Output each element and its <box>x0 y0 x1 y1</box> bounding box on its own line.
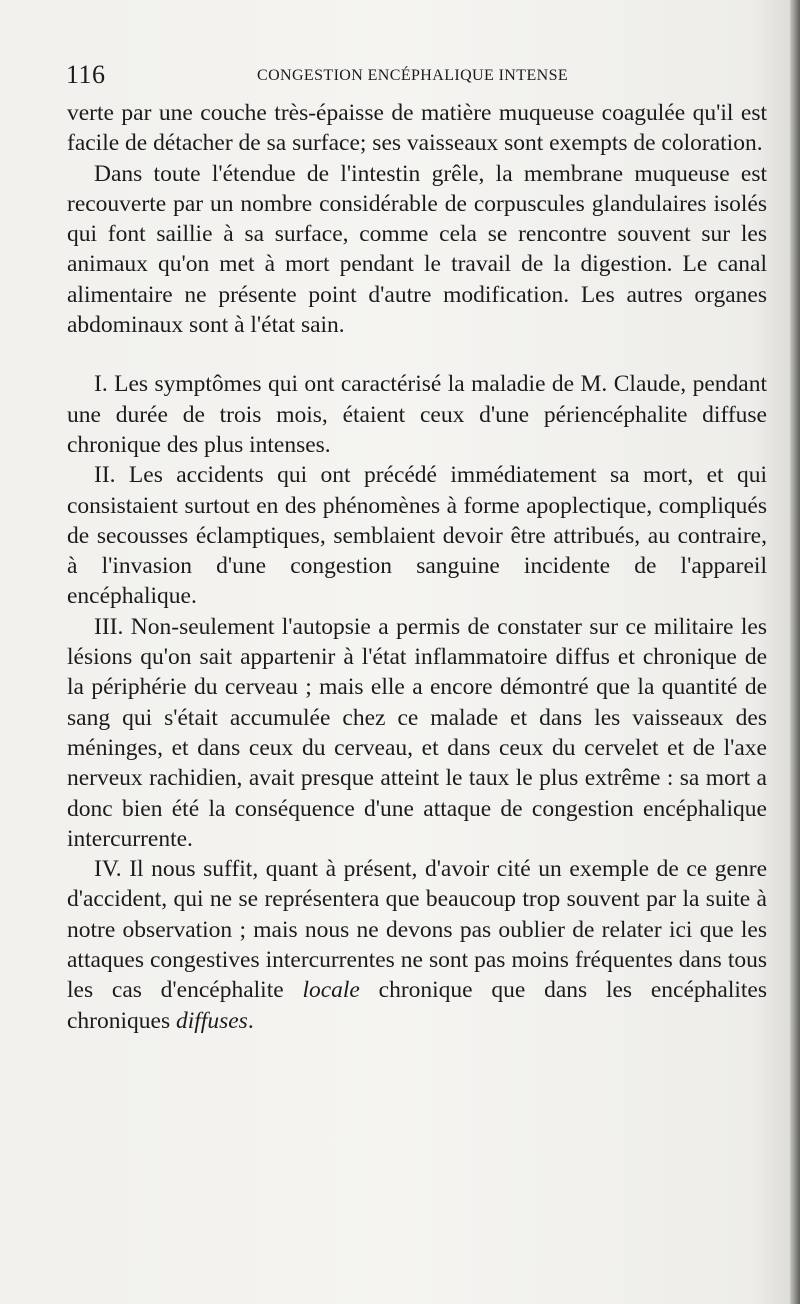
conclusion-iii: III. Non-seulement l'autopsie a permis de constater sur ce militaire les lésions qu'on sait appartenir à l'état inflammatoire diffus et chronique de la périphérie du cerveau ; mais elle a encore démontré que la quantité de sang qui s'était accumulée chez ce malade et dans les vaisseaux des méninges, et dans ceux du cerveau, et dans ceux du cervelet et de l'axe nerveux rachidien, avait presque atteint le taux le plus extrême : sa mort a donc bien été la conséquence d'une attaque de congestion encéphalique intercurrente. <box>67 613 767 852</box>
conclusion-iv-end: . <box>247 1007 254 1034</box>
intestine-paragraph: Dans toute l'étendue de l'intestin grêle, la membrane muqueuse est recouverte par un nombre considérable de corpuscules glandulaires isolés qui font saillie à sa surface, comme cela se rencontre souvent sur les animaux qu'on met à mort pendant le travail de la digestion. Le canal alimentaire ne présente point d'autre modification. Les autres organes abdominaux sont à l'état sain. <box>67 160 767 339</box>
page-header <box>66 60 766 94</box>
page-edge-shadow <box>790 0 800 1304</box>
opening-paragraph: verte par une couche très-épaisse de matière muqueuse coagulée qu'il est facile de détacher de sa surface; ses vaisseaux sont exempts de coloration. <box>67 100 767 157</box>
conclusion-iv-middle-text: chronique que dans les encéphalites chroniques <box>67 977 767 1034</box>
conclusion-ii: II. Les accidents qui ont précédé immédiatement sa mort, et qui consistaient surtout en des phénomènes à forme apoplectique, compliqués de secousses éclamptiques, semblaient devoir être attribués, au contraire, à l'invasion d'une congestion sanguine incidente de l'appareil encéphalique. <box>67 462 767 610</box>
page-number: 116 <box>66 60 106 89</box>
section-spacer <box>67 340 767 369</box>
running-title: CONGESTION ENCÉPHALIQUE INTENSE <box>257 67 569 84</box>
body-text <box>67 98 767 1036</box>
italic-diffuses: diffuses <box>176 1007 248 1034</box>
italic-locale: locale <box>302 977 360 1004</box>
conclusion-i: I. Les symptômes qui ont caractérisé la maladie de M. Claude, pendant une durée de trois mois, étaient ceux d'une périencéphalite diffuse chronique des plus intenses. <box>67 371 767 458</box>
conclusion-iv-main-text: IV. Il nous suffit, quant à présent, d'avoir cité un exemple de ce genre d'accident, qui ne se représentera que beaucoup trop souvent par la suite à notre observation ; mais nous ne devons pas oublier de relater ici que les attaques congestives intercurrentes ne sont pas moins fréquentes dans tous les cas d'encéphalite <box>67 856 767 1004</box>
conclusion-iv <box>67 854 767 1036</box>
